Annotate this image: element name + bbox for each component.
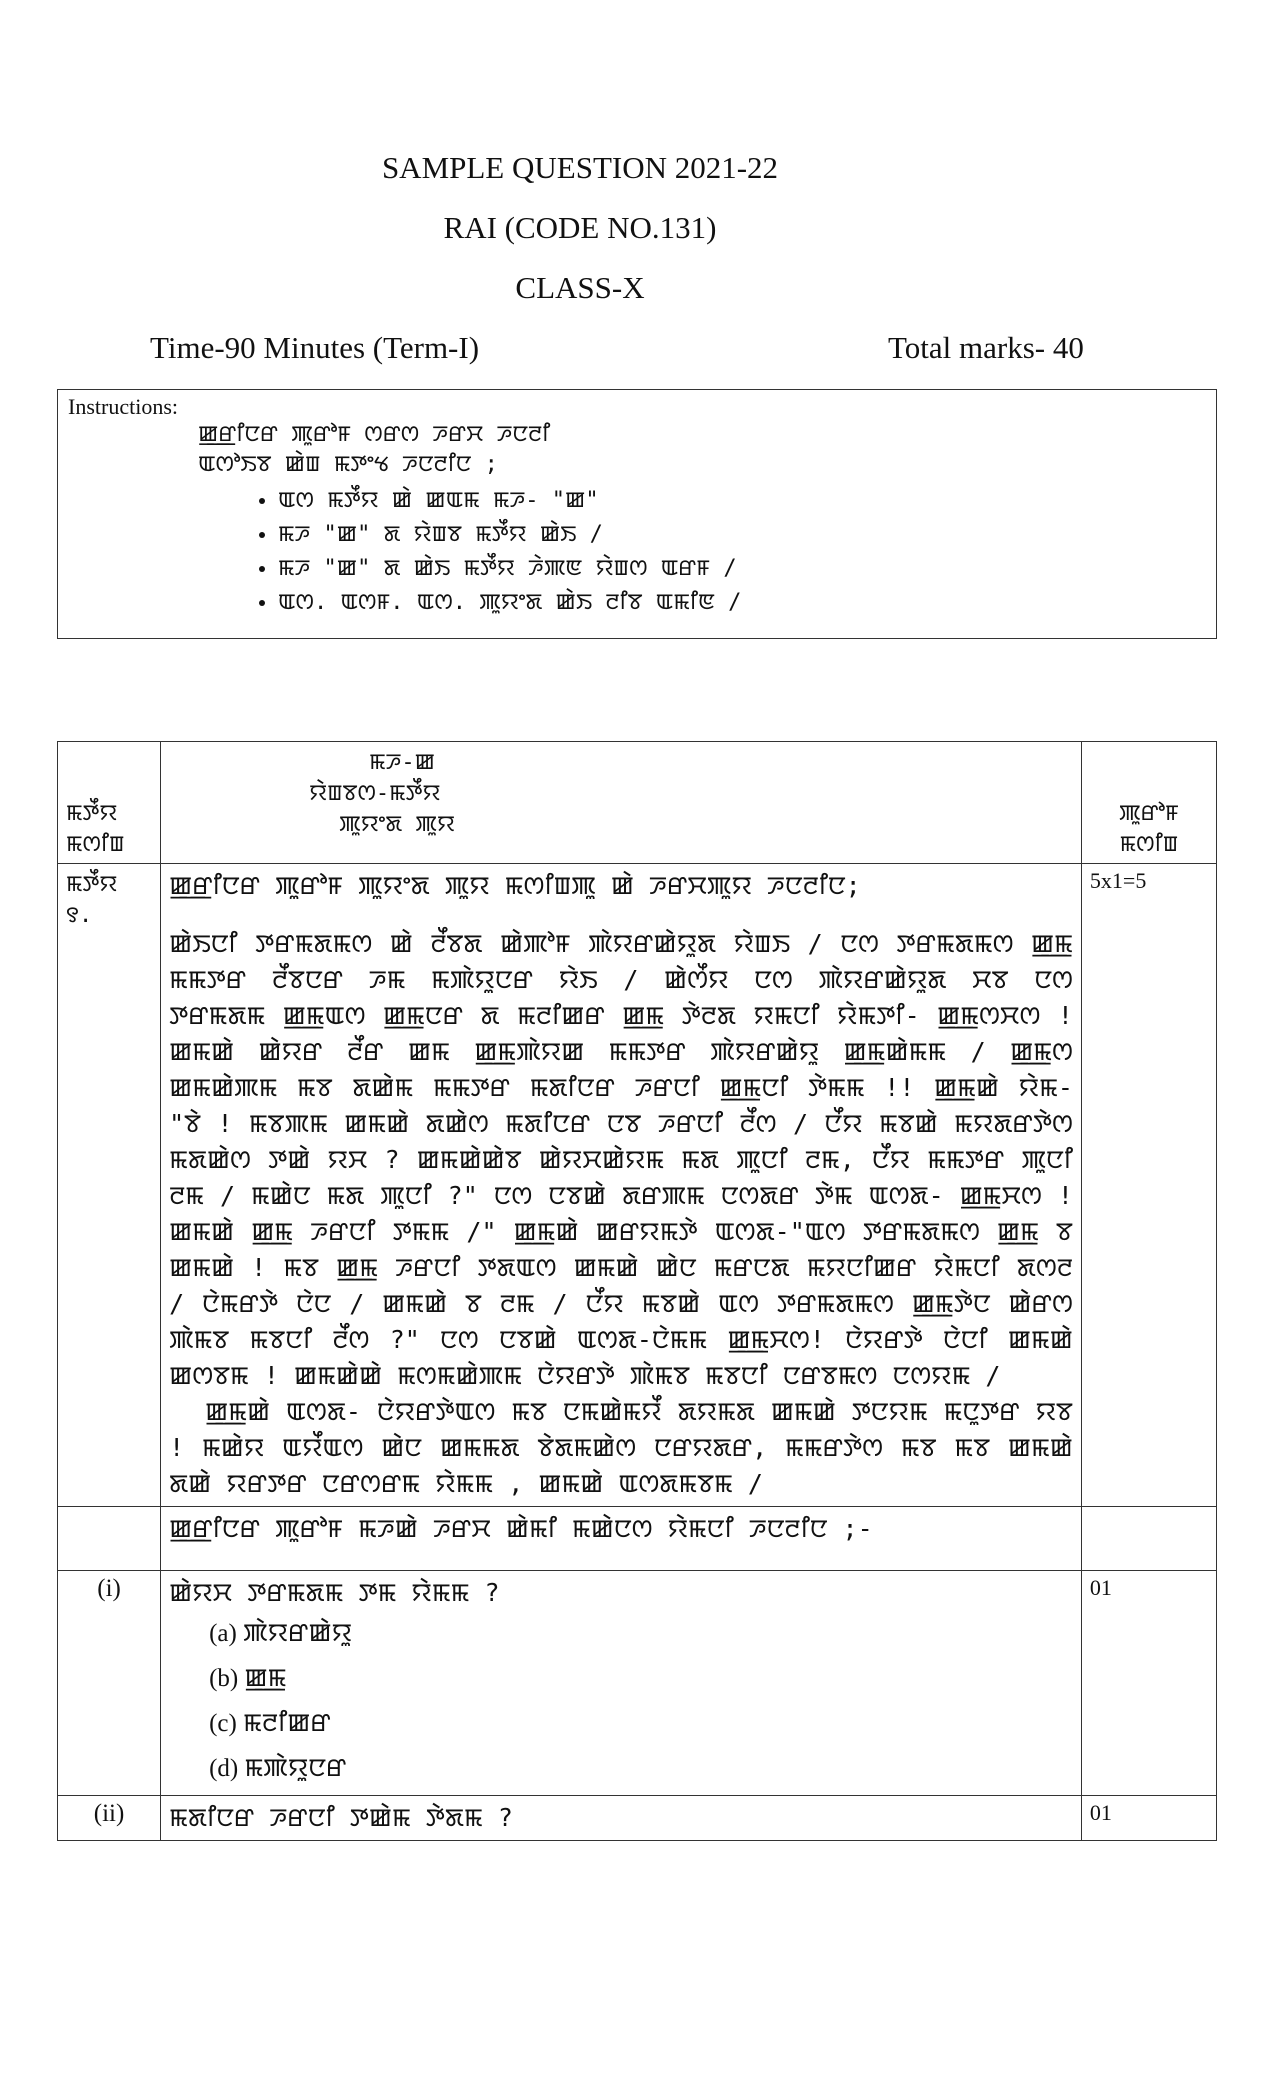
instruction-bullet: • ꯑꯁ ꯃꯇꯩꯌ ꯀꯥ ꯀꯑꯃ ꯃꯍ- "ꯀ" (278, 484, 1206, 518)
class-label: CLASS-X (515, 270, 645, 305)
instructions-list (278, 484, 1206, 620)
question-1-marks-value: 5x1=5 (1089, 868, 1147, 893)
option-d-text: ꯃꯄꯥꯌꯨꯅꯔ (244, 1753, 347, 1782)
passage-paragraph-1: ꯀꯥꯏꯅꯤ ꯇꯔꯃꯗꯃꯁ ꯀꯥ ꯂꯩꯕꯗ ꯀꯥꯄꯣꯝ ꯄꯥꯌꯔꯀꯥꯌꯨꯗ ꯌꯥꯡꯏ / ꯅꯁ ꯇꯔꯃꯗꯃꯁ ꯀ꯭ꯃ ꯃꯃꯇꯔ ꯂꯩꯕꯅꯔ ꯍꯃ ꯃꯄꯥꯌꯨꯅꯔ ꯌꯥꯏ / ꯀꯥꯁꯩꯌ ꯅꯁ ꯄꯥꯌꯔꯀꯥꯌꯨꯗ ꯆꯕ ꯅꯁ ꯇꯔꯃꯗꯃ ꯀ꯭ꯃꯑꯁ ꯀ꯭ꯃꯅꯔ ꯗ ꯃꯂꯤꯀꯔ ꯀ꯭ꯃ ꯇꯥꯂꯗ ꯌꯃꯅꯤ ꯌꯥꯃꯇꯤ- ꯀ꯭ꯃꯁꯆꯁ ! ꯀꯃꯀꯥ ꯀꯥꯌꯔ ꯂꯩꯔ ꯀꯃ ꯀ꯭ꯃꯄꯥꯌꯀ ꯃꯃꯇꯔ ꯄꯥꯌꯔꯀꯥꯌꯨ ꯀ꯭ꯃꯀꯥꯃꯃ / ꯀ꯭ꯃꯁ ꯀꯃꯀꯥꯄꯃ ꯃꯕ ꯗꯀꯥꯃ ꯃꯃꯇꯔ ꯃꯗꯤꯅꯔ ꯍꯔꯅꯤ ꯀ꯭ꯃꯅꯤ ꯇꯥꯃꯃ !! ꯀ꯭ꯃꯀꯥ ꯌꯥꯃ- "ꯕꯥ ! ꯃꯕꯄꯃ ꯀꯃꯀꯥ ꯗꯀꯥꯁ ꯃꯗꯤꯅꯔ ꯅꯕ ꯍꯔꯅꯤ ꯂꯩꯁ / ꯅꯩꯌ ꯃꯕꯀꯥ ꯃꯌꯗꯔꯇꯥꯁ ꯃꯗꯀꯥꯁ ꯇꯀꯥ ꯌꯆ ? ꯀꯃꯀꯥꯀꯥꯕ ꯀꯥꯌꯆꯀꯥꯌꯃ ꯃꯗ ꯄꯨꯅꯤ ꯂꯃ, ꯅꯩꯌ ꯃꯃꯇꯔ ꯄꯨꯅꯤ ꯂꯃ / ꯃꯀꯥꯅ ꯃꯗ ꯄꯨꯅꯤ ?" ꯅꯁ ꯅꯕꯀꯥ ꯗꯔꯄꯃ ꯅꯁꯗꯔ ꯇꯥꯃ ꯑꯁꯗ- ꯀ꯭ꯃꯆꯁ ! ꯀꯃꯀꯥ ꯀ꯭ꯃ ꯍꯔꯅꯤ ꯇꯃꯃ /" ꯀ꯭ꯃꯀꯥ ꯀꯔꯌꯃꯇꯥ ꯑꯁꯗ-"ꯑꯁ ꯇꯔꯃꯗꯃꯁ ꯀ꯭ꯃ ꯕ ꯀꯃꯀꯥ ! ꯃꯕ ꯀ꯭ꯃ ꯍꯔꯅꯤ ꯇꯗꯑꯁ ꯀꯃꯀꯥ ꯀꯥꯅ ꯃꯔꯅꯗ ꯃꯌꯅꯤꯀꯔ ꯌꯥꯃꯅꯤ ꯗꯁꯂ / ꯅꯥꯃꯔꯇꯥ ꯅꯥꯅ / ꯀꯃꯀꯥ ꯕ ꯂꯃ / ꯅꯩꯌ ꯃꯕꯀꯥ ꯑꯁ ꯇꯔꯃꯗꯃꯁ ꯀ꯭ꯃꯇꯥꯅ ꯀꯥꯔꯁ ꯄꯥꯃꯕ ꯃꯕꯅꯤ ꯂꯩꯁ ?" ꯅꯁ ꯅꯕꯀꯥ ꯑꯁꯗ-ꯅꯥꯃꯃ ꯀ꯭ꯃꯆꯁ! ꯅꯥꯌꯔꯇꯥ ꯅꯥꯅꯤ ꯀꯃꯀꯥ ꯀꯁꯕꯃ ! ꯀꯃꯀꯥꯀꯥ ꯃꯁꯃꯀꯥꯄꯃ ꯅꯥꯌꯔꯇꯥ ꯄꯥꯃꯕ ꯃꯕꯅꯤ ꯅꯔꯕꯃꯁ ꯅꯁꯌꯃ / (169, 929, 1073, 1390)
question-table (57, 741, 1217, 1841)
question-1-row (58, 864, 1217, 1507)
header-section (161, 742, 1082, 864)
question-1-label: ꯃꯇꯩꯌ ꯱. (66, 872, 118, 928)
question-ii-marks (1081, 1796, 1216, 1841)
option-a-key: (a) (209, 1620, 237, 1647)
option-c-key: (c) (209, 1710, 237, 1737)
question-i-marks-value: 01 (1089, 1575, 1112, 1600)
option-b (209, 1656, 1073, 1701)
question-ii-marks-value: 01 (1089, 1800, 1112, 1825)
question-i-body (161, 1571, 1082, 1796)
question-1-number (58, 864, 161, 1507)
question-i-text: ꯀꯥꯌꯆ ꯇꯔꯃꯗꯃ ꯇꯃ ꯌꯥꯃꯃ ? (169, 1578, 500, 1607)
passage-paragraph-2: ꯀ꯭ꯃꯀꯥ ꯑꯁꯗ- ꯅꯥꯌꯔꯇꯥꯑꯁ ꯃꯕ ꯅꯃꯀꯥꯃꯌꯩ ꯗꯌꯃꯗ ꯀꯃꯀꯥ ꯇꯅꯌꯃ ꯃꯅꯨꯇꯔ ꯌꯕ ! ꯃꯀꯥꯌ ꯑꯌꯩꯑꯁ ꯀꯥꯅ ꯀꯃꯃꯗ ꯕꯥꯗꯃꯀꯥꯁ ꯅꯔꯌꯗꯔ, ꯃꯃꯔꯇꯥꯁ ꯃꯕ ꯃꯕ ꯀꯃꯀꯥ ꯗꯀꯥ ꯌꯔꯇꯔ ꯅꯔꯁꯔꯃ ꯌꯥꯃꯃ , ꯀꯃꯀꯥ ꯑꯁꯗꯃꯕꯃ / (169, 1397, 1073, 1498)
option-b-key: (b) (209, 1665, 239, 1692)
option-b-text: ꯀ꯭ꯃ (244, 1663, 287, 1692)
section-topic: ꯄꯨꯌꯦꯗ ꯄꯨꯌ (339, 812, 455, 837)
instructions-line-2: ꯑꯁꯣꯏꯕ ꯀꯥꯡ ꯃꯇꯦꯠ ꯍꯅꯂꯤꯅ ; (198, 452, 498, 477)
instruction-row-empty (58, 1507, 161, 1571)
answer-instruction: ꯀ꯭ꯔꯤꯅꯔ ꯄꯨꯔꯣꯝ ꯃꯍꯀꯥ ꯍꯔꯆ ꯀꯥꯃꯤ ꯃꯀꯥꯅꯁ ꯌꯥꯃꯅꯤ ꯍꯅꯂꯤꯅ ;- (169, 1514, 873, 1543)
header-question-no (58, 742, 161, 864)
header-marks (1081, 742, 1216, 864)
instruction-row (58, 1507, 1217, 1571)
section-label: ꯃꯍ-ꯀ (369, 750, 435, 775)
total-marks: Total marks- 40 (888, 330, 1084, 365)
question-i-number (58, 1571, 161, 1796)
option-a (209, 1611, 1073, 1656)
instruction-bullet: • ꯑꯁ. ꯑꯁꯝ. ꯑꯁ. ꯄꯨꯌꯦꯗ ꯀꯥꯏ ꯂꯤꯕ ꯑꯃꯤꯟ / (278, 586, 1206, 620)
question-1-marks (1081, 864, 1216, 1507)
header-question-no-label: ꯃꯇꯩꯌ ꯃꯁꯤꯡ (66, 801, 125, 857)
instructions-label: Instructions: (68, 394, 178, 419)
section-subtitle: ꯌꯥꯡꯕꯁ-ꯃꯇꯩꯌ (309, 781, 441, 806)
question-ii-row (58, 1796, 1217, 1841)
question-i-marks (1081, 1571, 1216, 1796)
time-duration: Time-90 Minutes (Term-I) (150, 330, 480, 365)
option-c-text: ꯃꯂꯤꯀꯔ (243, 1708, 331, 1737)
page-title: SAMPLE QUESTION 2021-22 (381, 150, 779, 185)
question-ii-number (58, 1796, 161, 1841)
table-header-row (58, 742, 1217, 864)
question-ii-label: (ii) (93, 1800, 125, 1827)
instruction-bullet: • ꯃꯍ "ꯀ" ꯗ ꯀꯥꯏ ꯃꯇꯩꯌ ꯍꯥꯄꯟ ꯌꯥꯡꯁ ꯑꯔꯝ / (278, 552, 1206, 586)
question-1-intro: ꯀ꯭ꯔꯤꯅꯔ ꯄꯨꯔꯣꯝ ꯄꯨꯌꯦꯗ ꯄꯨꯌ ꯃꯁꯤꯡꯄꯨ ꯀꯥ ꯍꯔꯆꯄꯨꯌ ꯍꯅꯂꯤꯅ; (169, 871, 861, 900)
instructions-box (57, 389, 1217, 639)
instruction-row-text (161, 1507, 1082, 1571)
header-marks-label: ꯄꯨꯔꯣꯝ ꯃꯁꯤꯡ (1119, 801, 1179, 857)
option-a-text: ꯄꯥꯌꯔꯀꯥꯌꯨ (243, 1618, 353, 1647)
question-ii-text: ꯃꯗꯤꯅꯔ ꯍꯔꯅꯤ ꯇꯀꯥꯃ ꯇꯥꯗꯃ ? (169, 1803, 513, 1832)
question-i-row (58, 1571, 1217, 1796)
question-ii-body (161, 1796, 1082, 1841)
option-c (209, 1701, 1073, 1746)
option-d (209, 1746, 1073, 1791)
instructions-line-1: ꯀ꯭ꯔꯤꯅꯔ ꯄꯨꯔꯣꯝ ꯁꯔꯁ ꯍꯔꯆ ꯍꯅꯂꯤ (198, 422, 551, 447)
question-i-label: (i) (97, 1575, 121, 1602)
instruction-bullet: • ꯃꯍ "ꯀ" ꯗ ꯌꯥꯡꯕ ꯃꯇꯩꯌ ꯀꯥꯏ / (278, 518, 1206, 552)
instruction-row-empty-marks (1081, 1507, 1216, 1571)
option-d-key: (d) (209, 1755, 239, 1782)
question-1-body (161, 864, 1082, 1507)
subject-code: RAI (CODE NO.131) (443, 210, 717, 245)
